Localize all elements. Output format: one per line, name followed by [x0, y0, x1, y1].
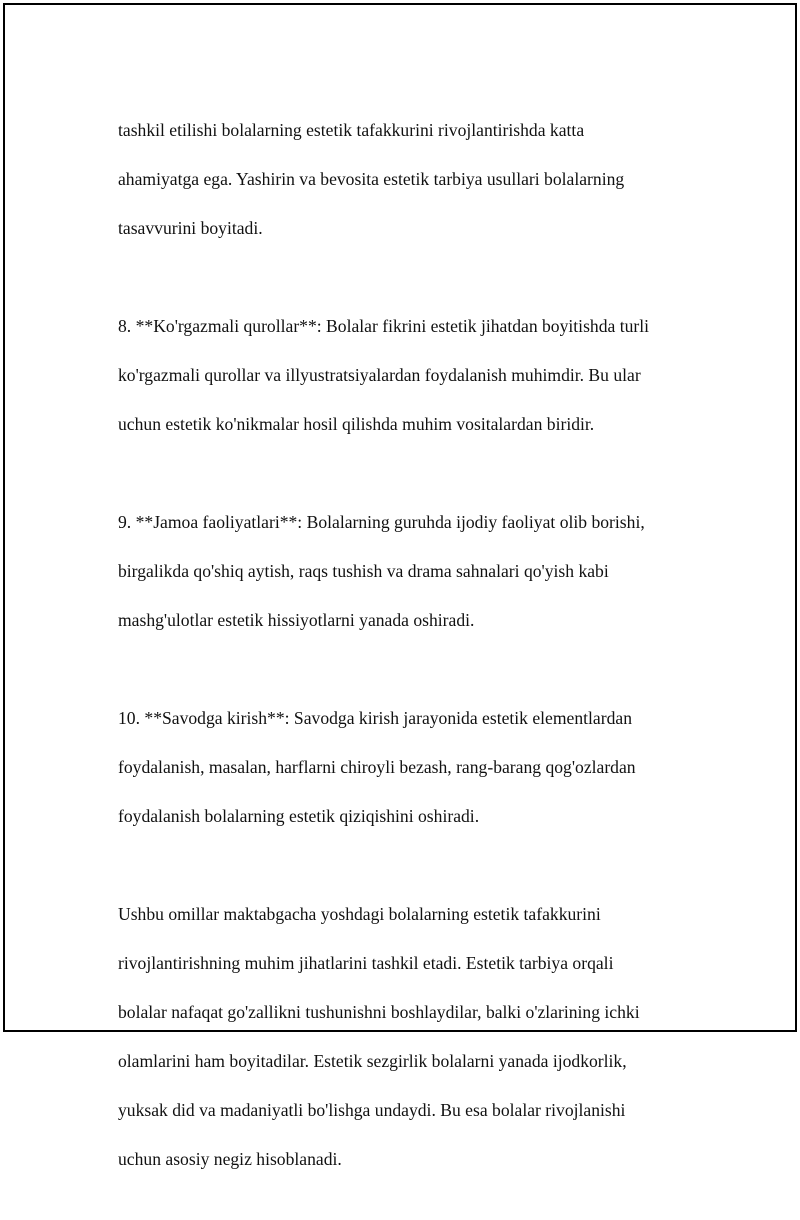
paragraph-conclusion	[118, 877, 678, 1196]
text-line: 9. **Jamoa faoliyatlari**: Bolalarning guruhda ijodiy faoliyat olib borishi,	[118, 511, 645, 532]
text-line: ahamiyatga ega. Yashirin va bevosita estetik tarbiya usullari bolalarning	[118, 168, 625, 189]
text-line: olamlarini ham boyitadilar. Estetik sezgirlik bolalarni yanada ijodkorlik,	[118, 1050, 627, 1071]
paragraph-item-8	[118, 289, 678, 461]
paragraph-continuation	[118, 93, 678, 265]
text-line: birgalikda qo'shiq aytish, raqs tushish va drama sahnalari qo'yish kabi	[118, 560, 609, 581]
paragraph-item-9	[118, 485, 678, 657]
text-line: 8. **Ko'rgazmali qurollar**: Bolalar fikrini estetik jihatdan boyitishda turli	[118, 315, 650, 336]
text-line: uchun estetik ko'nikmalar hosil qilishda muhim vositalardan biridir.	[118, 413, 595, 434]
text-line: mashg'ulotlar estetik hissiyotlarni yanada oshiradi.	[118, 609, 475, 630]
text-line: foydalanish, masalan, harflarni chiroyli bezash, rang-barang qog'ozlardan	[118, 756, 636, 777]
text-line: rivojlantirishning muhim jihatlarini tashkil etadi. Estetik tarbiya orqali	[118, 952, 614, 973]
paragraph-item-10	[118, 681, 678, 853]
text-line: 10. **Savodga kirish**: Savodga kirish jarayonida estetik elementlardan	[118, 707, 633, 728]
text-line: tasavvurini boyitadi.	[118, 217, 263, 238]
document-body	[118, 93, 678, 1220]
text-line: ko'rgazmali qurollar va illyustratsiyalardan foydalanish muhimdir. Bu ular	[118, 364, 641, 385]
text-line: uchun asosiy negiz hisoblanadi.	[118, 1148, 342, 1169]
text-line: bolalar nafaqat go'zallikni tushunishni boshlaydilar, balki o'zlarining ichki	[118, 1001, 640, 1022]
text-line: yuksak did va madaniyatli bo'lishga undaydi. Bu esa bolalar rivojlanishi	[118, 1099, 626, 1120]
text-line: tashkil etilishi bolalarning estetik tafakkurini rivojlantirishda katta	[118, 119, 585, 140]
text-line: foydalanish bolalarning estetik qiziqishini oshiradi.	[118, 805, 480, 826]
text-line: Ushbu omillar maktabgacha yoshdagi bolalarning estetik tafakkurini	[118, 903, 601, 924]
